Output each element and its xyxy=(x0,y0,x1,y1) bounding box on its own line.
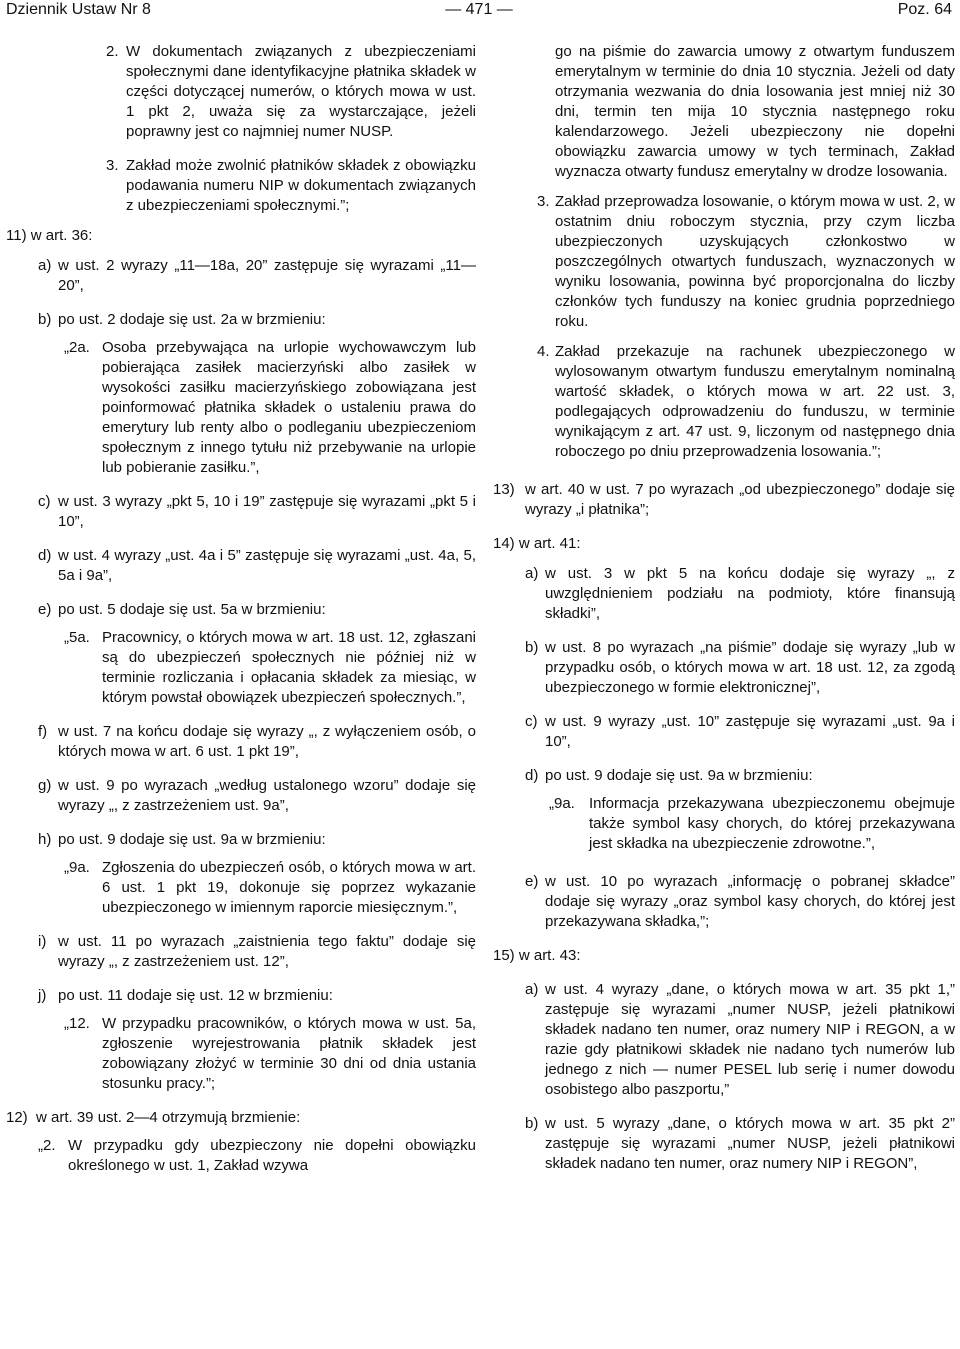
item-label: j) xyxy=(38,987,47,1004)
amendment-c xyxy=(525,712,955,752)
amendment-e xyxy=(525,872,955,932)
item-label: e) xyxy=(38,601,52,618)
paragraph-2 xyxy=(106,42,476,142)
item-label: e) xyxy=(525,873,539,890)
quote-2a xyxy=(64,338,476,478)
item-label: 2. xyxy=(106,43,119,60)
quote-text: W przypadku pracowników, o których mowa w ust. 5a, zgłoszenie wyrejestrowania płatnik składek jest zobowiązany złożyć w terminie 30 dni od dnia ustania stosunku pracy.”; xyxy=(102,1015,476,1092)
quote-5a xyxy=(64,628,476,708)
item-text: w ust. 9 wyrazy „ust. 10” zastępuje się wyrazami „ust. 9a i 10”, xyxy=(545,713,955,750)
article-15-label: 15) w art. 43: xyxy=(493,947,581,964)
item-text: po ust. 5 dodaje się ust. 5a w brzmieniu: xyxy=(58,601,326,618)
paragraph-text: go na piśmie do zawarcia umowy z otwartym funduszem emerytalnym w terminie do dnia 10 stycznia. Jeżeli od daty otrzymania wezwania do dnia losowania jest mniej niż 30 dni, termin ten mija 10 stycznia następnego roku kalendarzowego. Jeżeli ubezpieczony nie dopełni obowiązku zawarcia umowy w tych terminach, Zakład wyznacza otwarty fundusz emerytalny w drodze losowania. xyxy=(555,43,955,180)
paragraph-text: Zakład może zwolnić płatników składek z obowiązku podawania numeru NIP w dokumentach związanych z ubezpieczeniami społecznymi.”; xyxy=(126,157,476,214)
amendment-d xyxy=(525,766,955,786)
quote-text: Zgłoszenia do ubezpieczeń osób, o których mowa w art. 6 ust. 1 pkt 19, dokonuje się poprzez wykazanie ubezpieczonego w imiennym raporcie miesięcznym.”, xyxy=(102,859,476,916)
item-text: w ust. 3 w pkt 5 na końcu dodaje się wyrazy „, z uwzględnieniem podziału na podmioty, które finansują składki”, xyxy=(545,565,955,622)
item-label: 3. xyxy=(537,193,550,210)
item-label: d) xyxy=(525,767,539,784)
quote-text: Osoba przebywająca na urlopie wychowawczym lub pobierająca zasiłek macierzyński albo zasiłek w wysokości zasiłku macierzyńskiego zobowiązana jest poinformować płatnika składek o ustaleniu prawa do emerytury lub renty albo o podleganiu ubezpieczeniom społecznym z innego tytułu niż przebywanie na urlopie lub pobieranie zasiłku.”, xyxy=(102,339,476,476)
item-text: po ust. 9 dodaje się ust. 9a w brzmieniu: xyxy=(58,831,326,848)
item-label: i) xyxy=(38,933,47,950)
article-14-label: 14) w art. 41: xyxy=(493,535,581,552)
amendment-b xyxy=(525,1114,955,1174)
item-text: po ust. 2 dodaje się ust. 2a w brzmieniu: xyxy=(58,311,326,328)
amendment-a xyxy=(525,980,955,1100)
item-text: w ust. 8 po wyrazach „na piśmie” dodaje się wyrazy „lub w przypadku osób, o których mowa w art. 18 ust. 12, za zgodą ubezpieczonego w formie elektronicznej”, xyxy=(545,639,955,696)
paragraph-3 xyxy=(537,192,955,332)
item-label: g) xyxy=(38,777,52,794)
item-label: b) xyxy=(525,639,539,656)
amendment-d xyxy=(38,546,476,586)
item-label: c) xyxy=(525,713,538,730)
item-label: b) xyxy=(38,311,52,328)
item-text: w ust. 5 wyrazy „dane, o których mowa w art. 35 pkt 2” zastępuje się wyrazami „numer NUSP, jeżeli płatnikowi składek nadano ten numer, oraz numery NIP i REGON”, xyxy=(545,1115,955,1172)
continuation-text xyxy=(555,42,955,182)
item-text: w ust. 2 wyrazy „11—18a, 20” zastępuje się wyrazami „11—20”, xyxy=(58,257,476,294)
paragraph-text: Zakład przekazuje na rachunek ubezpieczonego w wylosowanym otwartym funduszu emerytalnym nominalną wartość składek, o których mowa w art. 22 ust. 3, podlegających odprowadzeniu do funduszu, w terminie wynikającym z art. 47 ust. 9, liczonym od następnego dnia roboczego po dniu przeprowadzenia losowania.”; xyxy=(555,343,955,460)
item-text: po ust. 11 dodaje się ust. 12 w brzmieniu: xyxy=(58,987,333,1004)
left-column xyxy=(6,42,476,1190)
amendment-b xyxy=(38,310,476,330)
page-header xyxy=(6,0,952,20)
item-label: 3. xyxy=(106,157,119,174)
item-label: h) xyxy=(38,831,52,848)
quote-text: Pracownicy, o których mowa w art. 18 ust. 12, zgłaszani są do ubezpieczeń społecznych nie później niż w terminie rozliczania i opłacania składek za miesiąc, w którym powstał obowiązek ubezpieczeń społecznych.”, xyxy=(102,629,476,706)
item-label: f) xyxy=(38,723,48,740)
item-label: a) xyxy=(525,565,539,582)
quote-9a xyxy=(64,858,476,918)
item-label: b) xyxy=(525,1115,539,1132)
amendment-i xyxy=(38,932,476,972)
quote-label: „9a. xyxy=(64,859,90,876)
item-label: d) xyxy=(38,547,52,564)
amendment-f xyxy=(38,722,476,762)
item-text: po ust. 9 dodaje się ust. 9a w brzmieniu: xyxy=(545,767,813,784)
article-13 xyxy=(493,480,955,520)
item-label: c) xyxy=(38,493,51,510)
article-12 xyxy=(6,1108,476,1128)
amendment-g xyxy=(38,776,476,816)
item-label: 13) xyxy=(493,481,515,498)
position-number: Poz. 64 xyxy=(897,1,952,18)
quote-art39-2 xyxy=(38,1136,476,1176)
item-text: w ust. 11 po wyrazach „zaistnienia tego faktu” dodaje się wyrazy „, z zastrzeżeniem ust. 12”, xyxy=(58,933,476,970)
amendment-h xyxy=(38,830,476,850)
article-11-label: 11) w art. 36: xyxy=(6,227,93,244)
item-label: 12) xyxy=(6,1109,28,1126)
quote-label: „9a. xyxy=(549,795,575,812)
paragraph-3 xyxy=(106,156,476,216)
paragraph-text: W dokumentach związanych z ubezpieczeniami społecznymi dane identyfikacyjne płatnika składek w części dotyczącej numerów, o których mowa w ust. 1 pkt 2, uważa się za wystarczające, jeżeli poprawny jest co najmniej numer NUSP. xyxy=(126,43,476,140)
amendment-b xyxy=(525,638,955,698)
page-number: — 471 — xyxy=(445,1,513,18)
item-text: w art. 39 ust. 2—4 otrzymują brzmienie: xyxy=(36,1109,301,1126)
paragraph-4 xyxy=(537,342,955,462)
item-label: a) xyxy=(38,257,52,274)
item-label: a) xyxy=(525,981,539,998)
quote-12 xyxy=(64,1014,476,1094)
amendment-e xyxy=(38,600,476,620)
item-label: 4. xyxy=(537,343,550,360)
item-text: w ust. 7 na końcu dodaje się wyrazy „, z wyłączeniem osób, o których mowa w art. 6 ust. 1 pkt 19”, xyxy=(58,723,476,760)
right-column xyxy=(493,42,955,1188)
quote-9a xyxy=(549,794,955,854)
item-text: w ust. 4 wyrazy „dane, o których mowa w art. 35 pkt 1,” zastępuje się wyrazami „numer NUSP, jeżeli płatnikowi składek nadano ten numer, oraz numery NIP i REGON, a w razie gdy płatnikowi składek nie nadano tych numerów lub jednego z nich — numer PESEL lub serię i numer dowodu osobistego albo paszportu,” xyxy=(545,981,955,1098)
item-text: w ust. 3 wyrazy „pkt 5, 10 i 19” zastępuje się wyrazami „pkt 5 i 10”, xyxy=(58,493,476,530)
quote-label: „2a. xyxy=(64,339,90,356)
item-text: w ust. 9 po wyrazach „według ustalonego wzoru” dodaje się wyrazy „, z zastrzeżeniem ust. 9a”, xyxy=(58,777,476,814)
amendment-a xyxy=(38,256,476,296)
journal-title: Dziennik Ustaw Nr 8 xyxy=(6,1,151,18)
amendment-j xyxy=(38,986,476,1006)
paragraph-text: Zakład przeprowadza losowanie, o którym mowa w ust. 2, w ostatnim dniu roboczym stycznia, przy czym liczba ubezpieczonych uzyskujących członkostwo w poszczególnych otwartych funduszach, wyznaczonych w wyniku losowania, powinna być proporcjonalna do liczby członków tych funduszy na koniec grudnia poprzedniego roku. xyxy=(555,193,955,330)
quote-text: W przypadku gdy ubezpieczony nie dopełni obowiązku określonego w ust. 1, Zakład wzywa xyxy=(68,1137,476,1174)
item-text: w ust. 4 wyrazy „ust. 4a i 5” zastępuje się wyrazami „ust. 4a, 5, 5a i 9a”, xyxy=(58,547,476,584)
amendment-c xyxy=(38,492,476,532)
quote-text: Informacja przekazywana ubezpieczonemu obejmuje także symbol kasy chorych, do której przekazywana jest składka na ubezpieczenie zdrowotne.”, xyxy=(589,795,955,852)
quote-label: „2. xyxy=(38,1137,56,1154)
item-text: w art. 40 w ust. 7 po wyrazach „od ubezpieczonego” dodaje się wyrazy „i płatnika”; xyxy=(525,481,955,518)
quote-label: „5a. xyxy=(64,629,90,646)
item-text: w ust. 10 po wyrazach „informację o pobranej składce” dodaje się wyrazy „oraz symbol kasy chorych, do której jest przekazywana składka,”; xyxy=(545,873,955,930)
quote-label: „12. xyxy=(64,1015,90,1032)
amendment-a xyxy=(525,564,955,624)
